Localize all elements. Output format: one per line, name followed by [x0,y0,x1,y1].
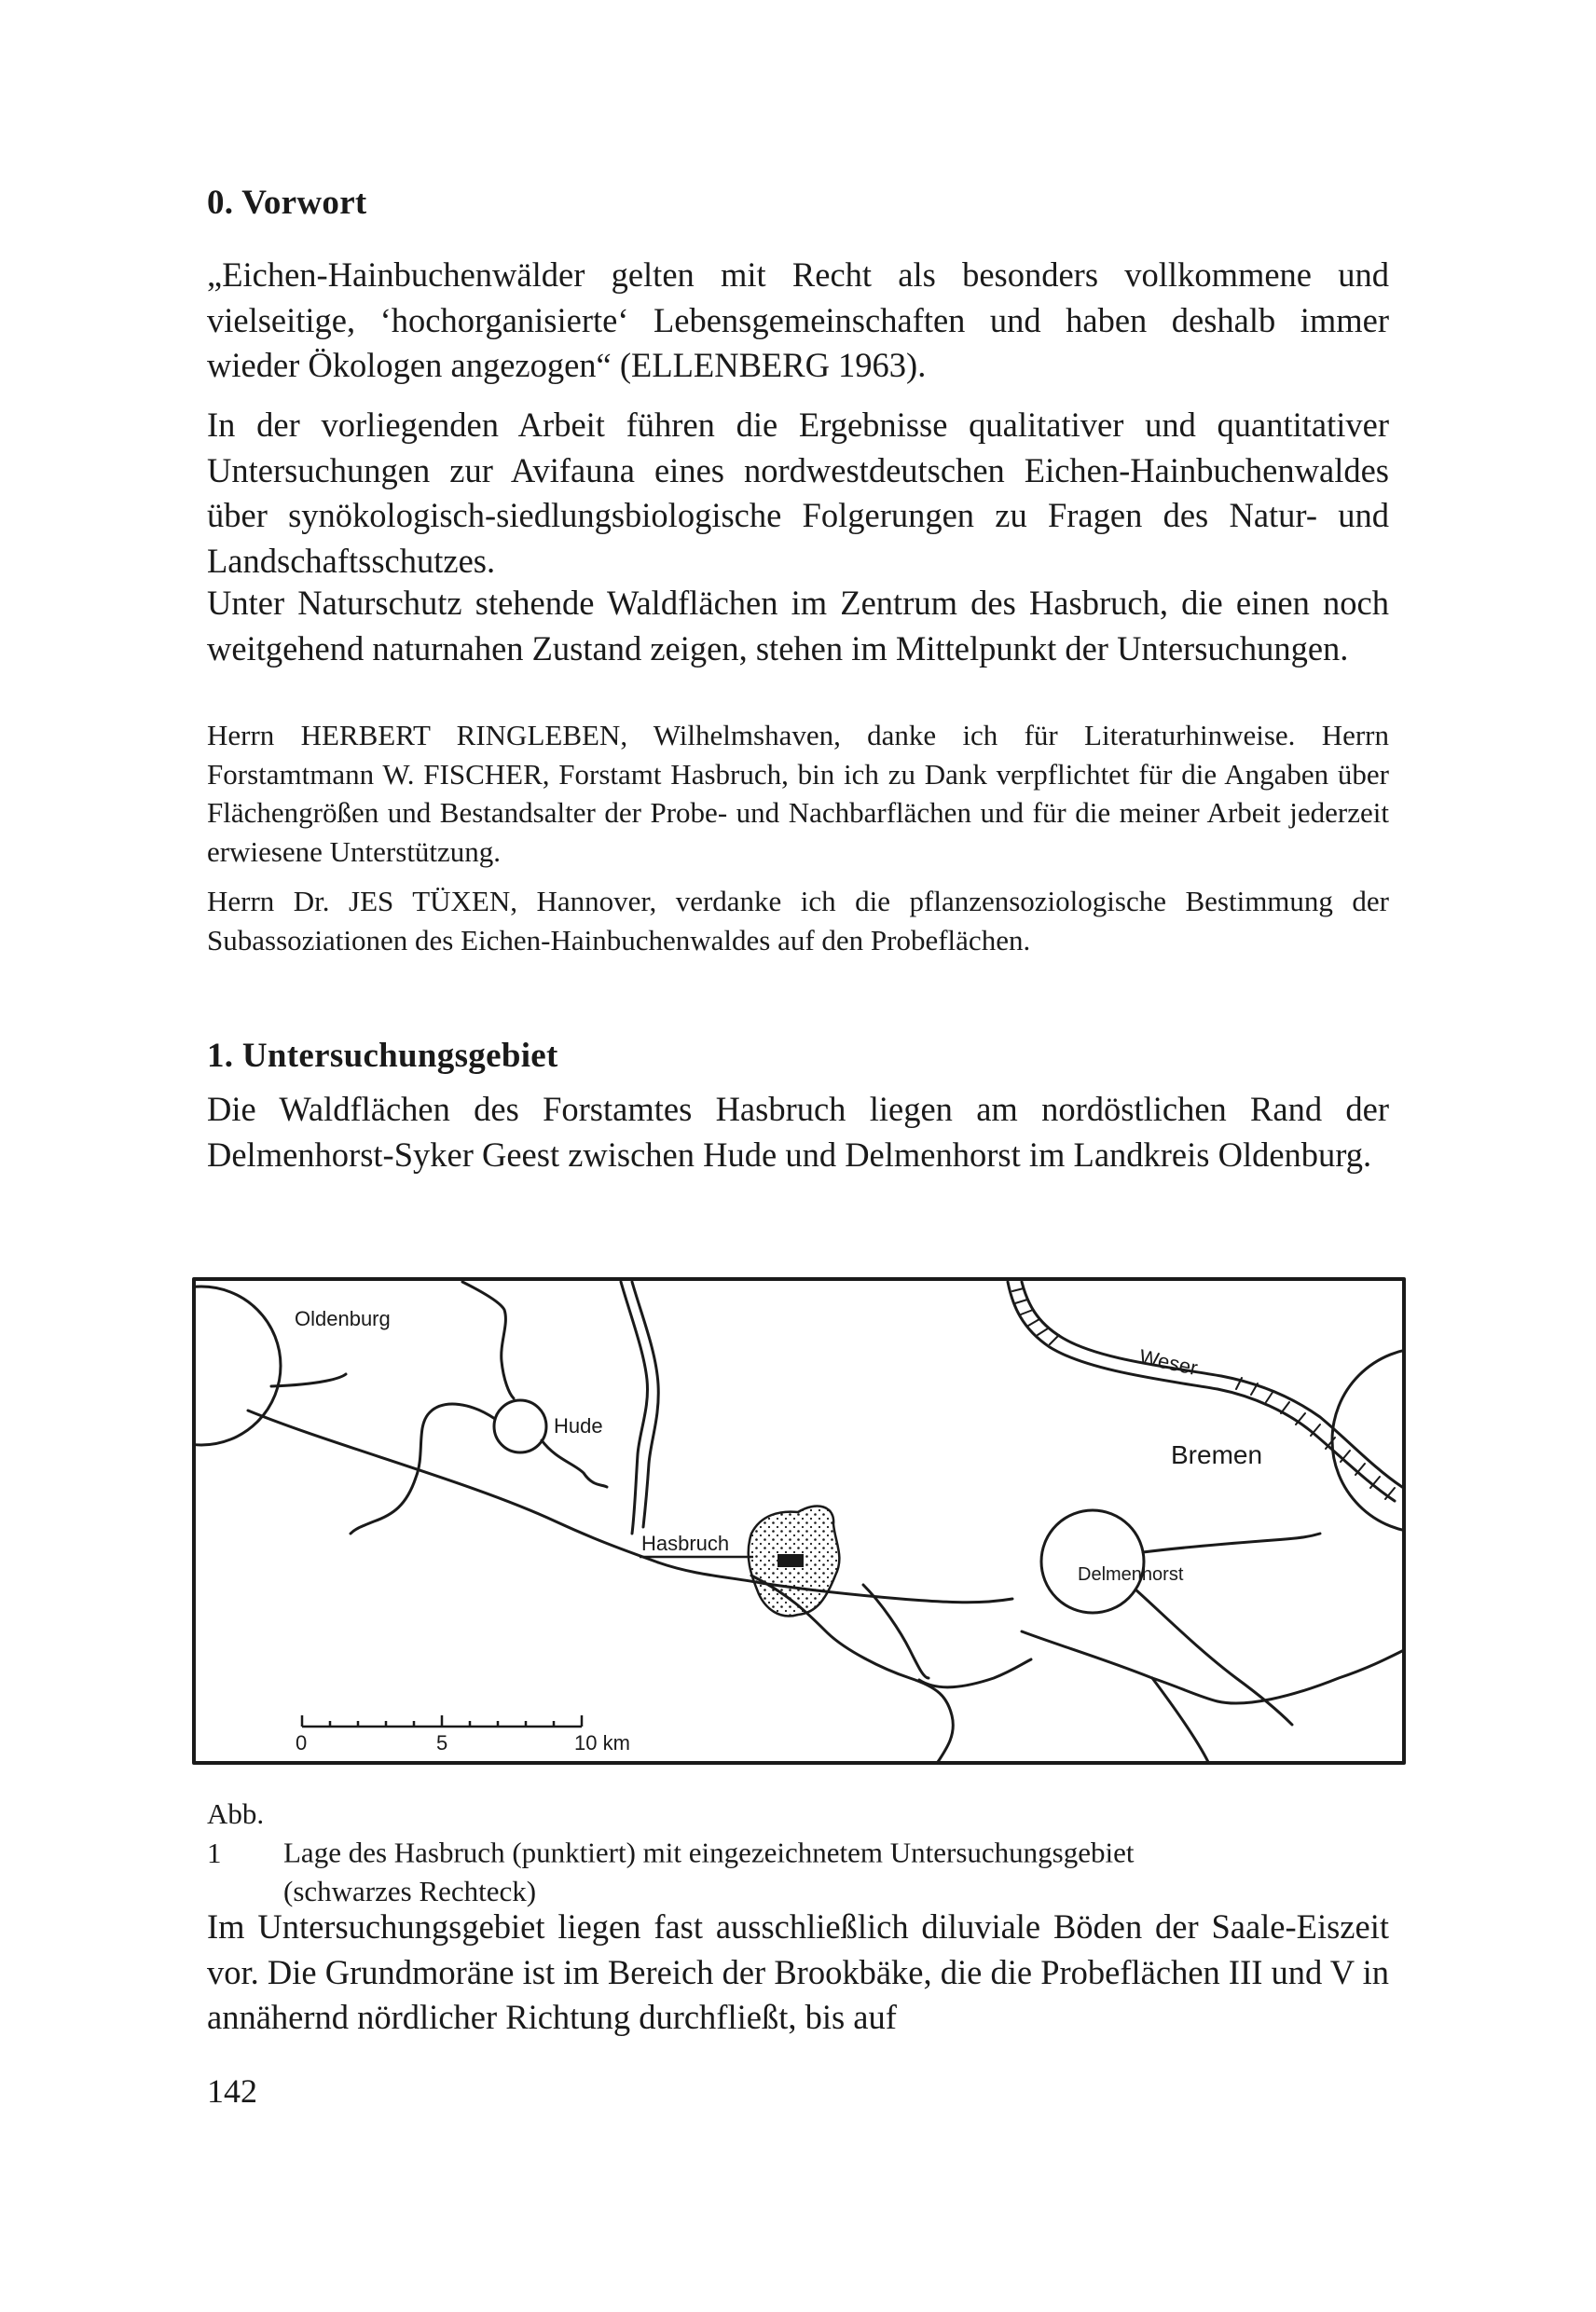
label-oldenburg: Oldenburg [295,1307,391,1330]
delmenhorst-circle [1041,1510,1144,1613]
location-map [192,1277,1406,1765]
paragraph-quote: „Eichen-Hainbuchenwälder gelten mit Recht als besonders vollkommene und vielseitige, ‘hochorganisierte‘ Lebensgemeinschaften und haben deshalb immer wieder Ökologen angezogen“ (ELLENBERG 1963). [207,255,1389,384]
scale-label-5: 5 [436,1731,448,1755]
figure-caption [207,1795,1134,1911]
scale-bar [302,1715,582,1727]
paragraph-acknowledgement-2: Herrn Dr. JES TÜXEN, Hannover, verdanke ich die pflanzensoziologische Bestimmung der Subassoziationen des Eichen-Hainbuchenwaldes auf den Probeflächen. [207,885,1389,956]
label-hasbruch: Hasbruch [641,1532,730,1555]
section-heading-untersuchungsgebiet: 1. Untersuchungsgebiet [207,1037,558,1075]
paragraph-naturschutz: Unter Naturschutz stehende Waldflächen im Zentrum des Hasbruch, die einen noch weitgehend naturnahen Zustand zeigen, stehen im Mittelpunkt der Untersuchungen. [207,584,1389,667]
page-number: 142 [207,2072,257,2110]
label-hude: Hude [554,1414,603,1438]
caption-line-1: Lage des Hasbruch (punktiert) mit eingezeichnetem Untersuchungsgebiet [283,1836,1135,1869]
scale-label-0: 0 [296,1731,308,1755]
paragraph-boden: Im Untersuchungsgebiet liegen fast ausschließlich diluviale Böden der Saale-Eiszeit vor. Die Grundmoräne ist im Bereich der Brookbäke, die die Probeflächen III und V in annähernd nördlicher Richtung durchfließt, bis auf [207,1907,1389,2036]
road-se-from-delmenhorst [1135,1590,1292,1725]
oldenburg-circle [192,1287,281,1445]
road-delmenhorst-east [1143,1534,1320,1552]
scale-label-10km: 10 km [574,1731,630,1755]
study-area-rect [777,1554,804,1567]
road-north-hude [462,1282,514,1398]
bremen-circle [1332,1348,1406,1533]
section-heading-vorwort: 0. Vorwort [207,184,367,222]
paragraph-acknowledgement-1: Herrn HERBERT RINGLEBEN, Wilhelmshaven, danke ich für Literaturhinweise. Herrn Forstamtmann W. FISCHER, Forstamt Hasbruch, bin ich zu Dank verpflichtet für die Angaben über Flächengrößen und Bestandsalter der Probe- und Nachbarflächen und für die meiner Arbeit jederzeit erwiesene Unterstützung. [207,719,1389,868]
river-oldenburg [271,1374,346,1386]
road-hude-south [542,1440,607,1487]
label-bremen: Bremen [1171,1440,1263,1469]
road-center-lower [919,1659,1031,1687]
figure-map [192,1277,1406,1765]
caption-label: Abb. 1 [207,1797,265,1869]
road-south-east [1022,1631,1404,1703]
paragraph-arbeit: In der vorliegenden Arbeit führen die Ergebnisse qualitativer und quantitativer Untersuchungen zur Avifauna eines nordwestdeutschen Eichen-Hainbuchenwaldes über synökologisch-siedlungsbiologische Folgerungen zu Fragen des Natur- und Landschaftsschutzes. [207,406,1389,580]
road-hude-west [351,1404,495,1534]
hude-circle [494,1400,546,1452]
paragraph-intro: Die Waldflächen des Forstamtes Hasbruch liegen am nordöstlichen Rand der Delmenhorst-Syker Geest zwischen Hude und Delmenhorst im Landkreis Oldenburg. [207,1090,1389,1174]
caption-line-2: (schwarzes Rechteck) [283,1875,537,1907]
label-delmenhorst: Delmenhorst [1078,1564,1184,1585]
road-branch-se [1152,1678,1208,1762]
label-weser: Weser [1136,1344,1200,1381]
